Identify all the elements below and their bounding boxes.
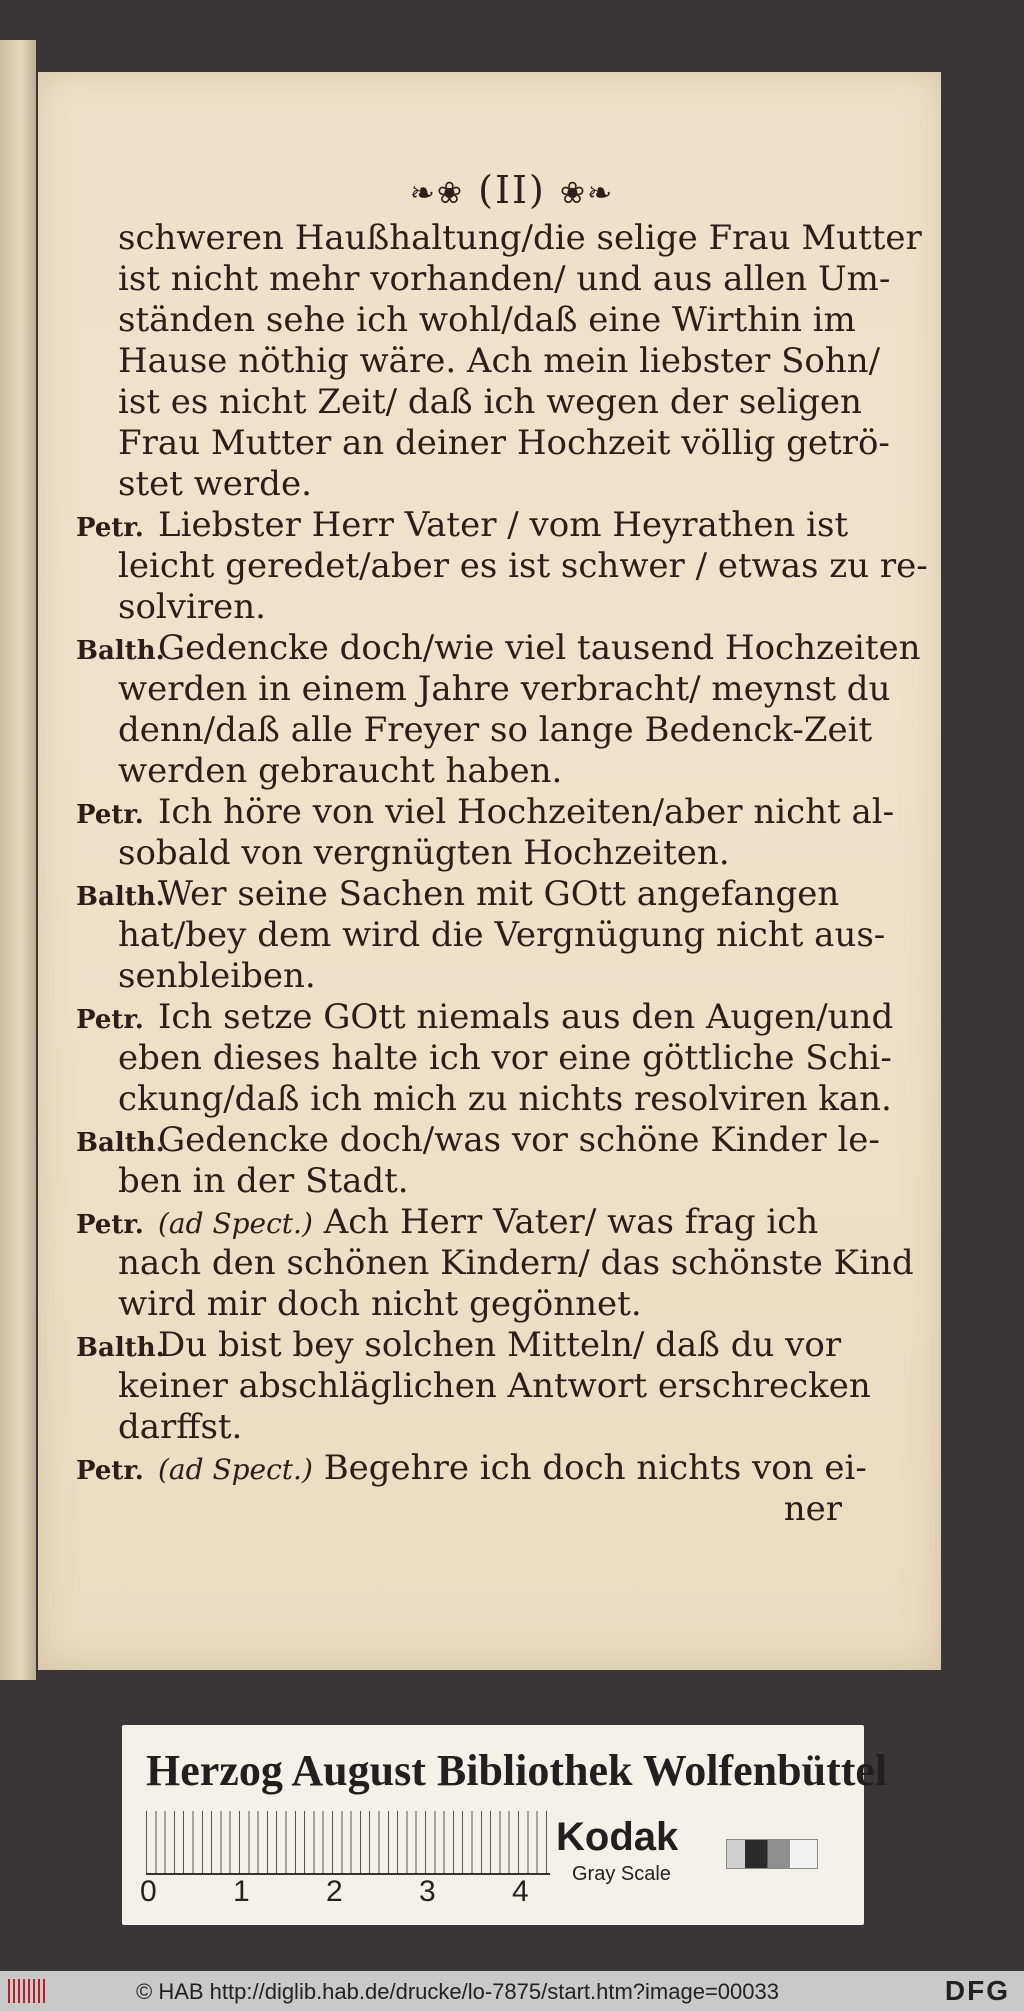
text-line bbox=[76, 710, 873, 751]
footer-bar bbox=[0, 1971, 1024, 2011]
text-line bbox=[76, 1284, 842, 1325]
line-text: werden gebraucht haben. bbox=[118, 751, 563, 791]
text-line bbox=[76, 1448, 867, 1489]
text-line bbox=[76, 1038, 892, 1079]
ruler-number: 1 bbox=[233, 1875, 250, 1908]
text-line bbox=[76, 505, 849, 546]
speaker-name: Petr. bbox=[76, 1456, 144, 1486]
line-text: Wer seine Sachen mit GOtt angefangen bbox=[158, 874, 840, 914]
text-line bbox=[76, 464, 842, 505]
line-text: ständen sehe ich wohl/daß eine Wirthin im bbox=[118, 300, 856, 340]
speaker-name: Petr. bbox=[76, 1005, 144, 1035]
line-text: sobald von vergnügten Hochzeiten. bbox=[118, 833, 730, 873]
text-line bbox=[76, 1243, 914, 1284]
stage-direction: (ad Spect.) bbox=[158, 1453, 313, 1486]
text-line bbox=[76, 1325, 842, 1366]
line-text: ist es nicht Zeit/ daß ich wegen der seligen bbox=[118, 382, 862, 422]
text-line bbox=[76, 874, 842, 915]
line-text: ckung/daß ich mich zu nichts resolviren kan. bbox=[118, 1079, 892, 1119]
page-header bbox=[0, 168, 1024, 218]
text-line bbox=[76, 1366, 871, 1407]
line-text: Liebster Herr Vater / vom Heyrathen ist bbox=[158, 505, 849, 545]
speaker-name: Balth. bbox=[76, 1128, 165, 1158]
line-text: stet werde. bbox=[118, 464, 312, 504]
ruler-number: 3 bbox=[419, 1875, 436, 1908]
ornament-left-icon: ❧❀ bbox=[409, 176, 465, 211]
text-line bbox=[76, 1407, 842, 1448]
color-calibration-card bbox=[122, 1725, 888, 1925]
speaker-name: Petr. bbox=[76, 513, 144, 543]
text-line bbox=[76, 1202, 842, 1243]
speaker-name: Petr. bbox=[76, 1210, 144, 1240]
line-text: Du bist bey solchen Mitteln/ daß du vor bbox=[158, 1325, 842, 1365]
line-text: Gedencke doch/was vor schöne Kinder le- bbox=[158, 1120, 880, 1160]
text-line bbox=[76, 587, 842, 628]
adjacent-page-edge bbox=[0, 40, 36, 1680]
text-line bbox=[76, 300, 856, 341]
text-line bbox=[76, 751, 842, 792]
ruler-number: 2 bbox=[326, 1875, 343, 1908]
text-line bbox=[76, 669, 891, 710]
dfg-logo: DFG bbox=[944, 1975, 1010, 2006]
line-text: hat/bey dem wird die Vergnügung nicht aus- bbox=[118, 915, 886, 955]
text-line bbox=[76, 792, 895, 833]
catchword: ner bbox=[783, 1489, 842, 1529]
speaker-name: Balth. bbox=[76, 636, 165, 666]
line-text: wird mir doch nicht gegönnet. bbox=[118, 1284, 642, 1324]
line-text: Gedencke doch/wie viel tausend Hochzeiten bbox=[158, 628, 921, 668]
text-line bbox=[76, 1161, 842, 1202]
line-text: Ich setze GOtt niemals aus den Augen/und bbox=[158, 997, 894, 1037]
text-line bbox=[76, 259, 891, 300]
line-text: werden in einem Jahre verbracht/ meynst du bbox=[118, 669, 891, 709]
line-text: denn/daß alle Freyer so lange Bedenck-Zeit bbox=[118, 710, 873, 750]
line-text: nach den schönen Kindern/ das schönste Kind bbox=[118, 1243, 914, 1283]
line-text: solviren. bbox=[118, 587, 266, 627]
text-line bbox=[76, 997, 894, 1038]
speaker-name: Balth. bbox=[76, 882, 165, 912]
text-line bbox=[76, 1079, 892, 1120]
speaker-name: Petr. bbox=[76, 800, 144, 830]
text-line bbox=[76, 833, 842, 874]
line-text: Begehre ich doch nichts von ei- bbox=[323, 1448, 867, 1488]
text-line bbox=[76, 546, 928, 587]
text-line bbox=[76, 218, 922, 259]
ruler-number: 0 bbox=[140, 1875, 157, 1908]
line-text: ist nicht mehr vorhanden/ und aus allen Um- bbox=[118, 259, 891, 299]
line-text: Ich höre von viel Hochzeiten/aber nicht al- bbox=[158, 792, 895, 832]
line-text: Hause nöthig wäre. Ach mein liebster Sohn/ bbox=[118, 341, 881, 381]
text-line bbox=[76, 1120, 880, 1161]
text-line bbox=[76, 423, 890, 464]
ornament-right-icon: ❀❧ bbox=[559, 176, 615, 211]
text-line bbox=[76, 628, 921, 669]
gray-scale-swatch bbox=[726, 1839, 818, 1869]
gray-scale-label: Gray Scale bbox=[572, 1863, 671, 1885]
line-text: senbleiben. bbox=[118, 956, 316, 996]
line-text: ben in der Stadt. bbox=[118, 1161, 409, 1201]
line-text: keiner abschläglichen Antwort erschrecken bbox=[118, 1366, 871, 1406]
speaker-name: Balth. bbox=[76, 1333, 165, 1363]
ruler-scale bbox=[146, 1811, 550, 1875]
line-text: Ach Herr Vater/ was frag ich bbox=[323, 1202, 819, 1242]
library-name: Herzog August Bibliothek Wolfenbüttel bbox=[146, 1746, 888, 1795]
stage-direction: (ad Spect.) bbox=[158, 1207, 313, 1240]
credit-url[interactable]: © HAB http://diglib.hab.de/drucke/lo-7875/start.htm?image=00033 bbox=[136, 1979, 779, 2004]
ruler-number: 4 bbox=[512, 1875, 529, 1908]
barcode-icon bbox=[8, 1979, 46, 2003]
text-line bbox=[76, 956, 842, 997]
line-text: leicht geredet/aber es ist schwer / etwas zu re- bbox=[118, 546, 928, 586]
text-line bbox=[76, 341, 881, 382]
line-text: Frau Mutter an deiner Hochzeit völlig getrö- bbox=[118, 423, 890, 463]
line-text: eben dieses halte ich vor eine göttliche Schi- bbox=[118, 1038, 892, 1078]
page-number: (II) bbox=[478, 168, 546, 212]
text-line bbox=[76, 915, 886, 956]
text-line bbox=[76, 382, 862, 423]
page-text bbox=[76, 218, 928, 1530]
kodak-logo: Kodak bbox=[556, 1815, 679, 1859]
line-text: darffst. bbox=[118, 1407, 243, 1447]
line-text: schweren Haußhaltung/die selige Frau Mutter bbox=[118, 218, 922, 258]
